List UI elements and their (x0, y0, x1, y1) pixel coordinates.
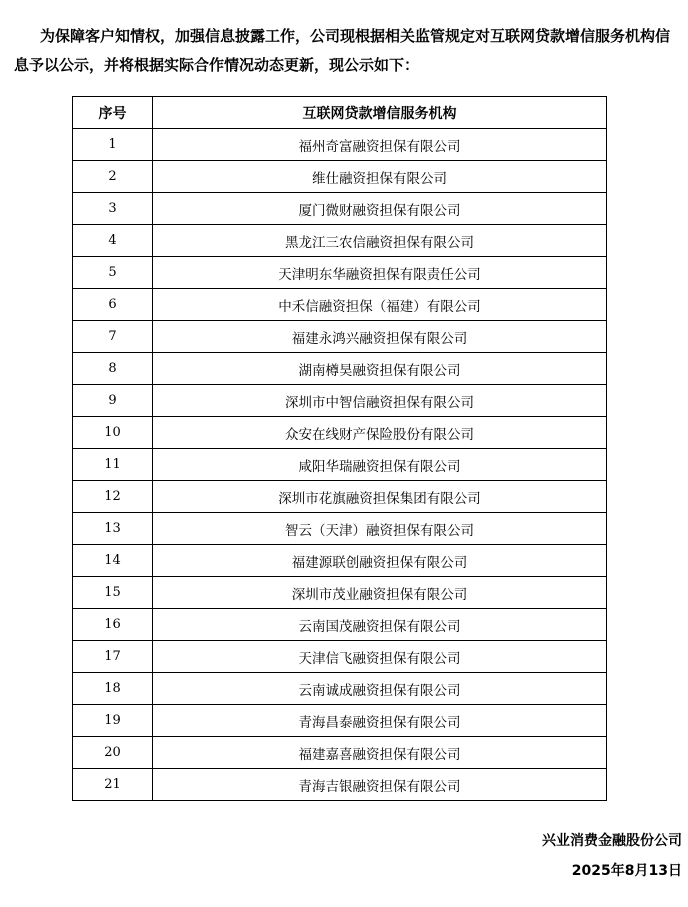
row-institution-name: 厦门微财融资担保有限公司 (153, 193, 607, 225)
row-seq: 11 (73, 449, 153, 481)
row-institution-name: 云南诚成融资担保有限公司 (153, 673, 607, 705)
header-seq: 序号 (73, 97, 153, 129)
row-institution-name: 深圳市中智信融资担保有限公司 (153, 385, 607, 417)
row-seq: 9 (73, 385, 153, 417)
row-institution-name: 福建嘉喜融资担保有限公司 (153, 737, 607, 769)
table-row (73, 193, 607, 225)
table-row (73, 417, 607, 449)
table-row (73, 609, 607, 641)
row-seq: 14 (73, 545, 153, 577)
row-institution-name: 智云（天津）融资担保有限公司 (153, 513, 607, 545)
row-institution-name: 众安在线财产保险股份有限公司 (153, 417, 607, 449)
row-institution-name: 深圳市花旗融资担保集团有限公司 (153, 481, 607, 513)
table-row (73, 481, 607, 513)
table-row (73, 161, 607, 193)
row-institution-name: 天津明东华融资担保有限责任公司 (153, 257, 607, 289)
row-seq: 16 (73, 609, 153, 641)
row-seq: 13 (73, 513, 153, 545)
table-row (73, 737, 607, 769)
table-row (73, 513, 607, 545)
table-row (73, 577, 607, 609)
row-seq: 1 (73, 129, 153, 161)
signature-date: 2025年8月13日 (571, 863, 682, 879)
header-name: 互联网贷款增信服务机构 (153, 97, 607, 129)
row-institution-name: 云南国茂融资担保有限公司 (153, 609, 607, 641)
row-institution-name: 黑龙江三农信融资担保有限公司 (153, 225, 607, 257)
table-row (73, 449, 607, 481)
row-seq: 3 (73, 193, 153, 225)
table-row (73, 321, 607, 353)
row-seq: 12 (73, 481, 153, 513)
row-institution-name: 福建源联创融资担保有限公司 (153, 545, 607, 577)
table-row (73, 385, 607, 417)
row-institution-name: 福建永鸿兴融资担保有限公司 (153, 321, 607, 353)
row-institution-name: 湖南樽昊融资担保有限公司 (153, 353, 607, 385)
table-row (73, 673, 607, 705)
row-institution-name: 中禾信融资担保（福建）有限公司 (153, 289, 607, 321)
table-row (73, 225, 607, 257)
guarantee-institutions-table (72, 96, 607, 801)
row-seq: 10 (73, 417, 153, 449)
table-row (73, 289, 607, 321)
row-institution-name: 咸阳华瑞融资担保有限公司 (153, 449, 607, 481)
row-seq: 21 (73, 769, 153, 801)
row-seq: 4 (73, 225, 153, 257)
row-seq: 8 (73, 353, 153, 385)
row-seq: 19 (73, 705, 153, 737)
table-header-row (73, 97, 607, 129)
table-row (73, 769, 607, 801)
row-seq: 6 (73, 289, 153, 321)
row-institution-name: 青海昌泰融资担保有限公司 (153, 705, 607, 737)
table-row (73, 129, 607, 161)
notice-intro: 为保障客户知情权，加强信息披露工作，公司现根据相关监管规定对互联网贷款增信服务机构信息予以公示，并将根据实际合作情况动态更新，现公示如下： (14, 27, 671, 74)
row-institution-name: 青海吉银融资担保有限公司 (153, 769, 607, 801)
row-seq: 15 (73, 577, 153, 609)
row-institution-name: 福州奇富融资担保有限公司 (153, 129, 607, 161)
row-seq: 2 (73, 161, 153, 193)
table-row (73, 641, 607, 673)
signature-company: 兴业消费金融股份公司 (542, 833, 682, 849)
row-institution-name: 深圳市茂业融资担保有限公司 (153, 577, 607, 609)
row-seq: 17 (73, 641, 153, 673)
table-row (73, 545, 607, 577)
table-row (73, 705, 607, 737)
row-institution-name: 天津信飞融资担保有限公司 (153, 641, 607, 673)
table-row (73, 257, 607, 289)
row-seq: 20 (73, 737, 153, 769)
row-seq: 7 (73, 321, 153, 353)
row-seq: 5 (73, 257, 153, 289)
table-row (73, 353, 607, 385)
row-seq: 18 (73, 673, 153, 705)
row-institution-name: 维仕融资担保有限公司 (153, 161, 607, 193)
